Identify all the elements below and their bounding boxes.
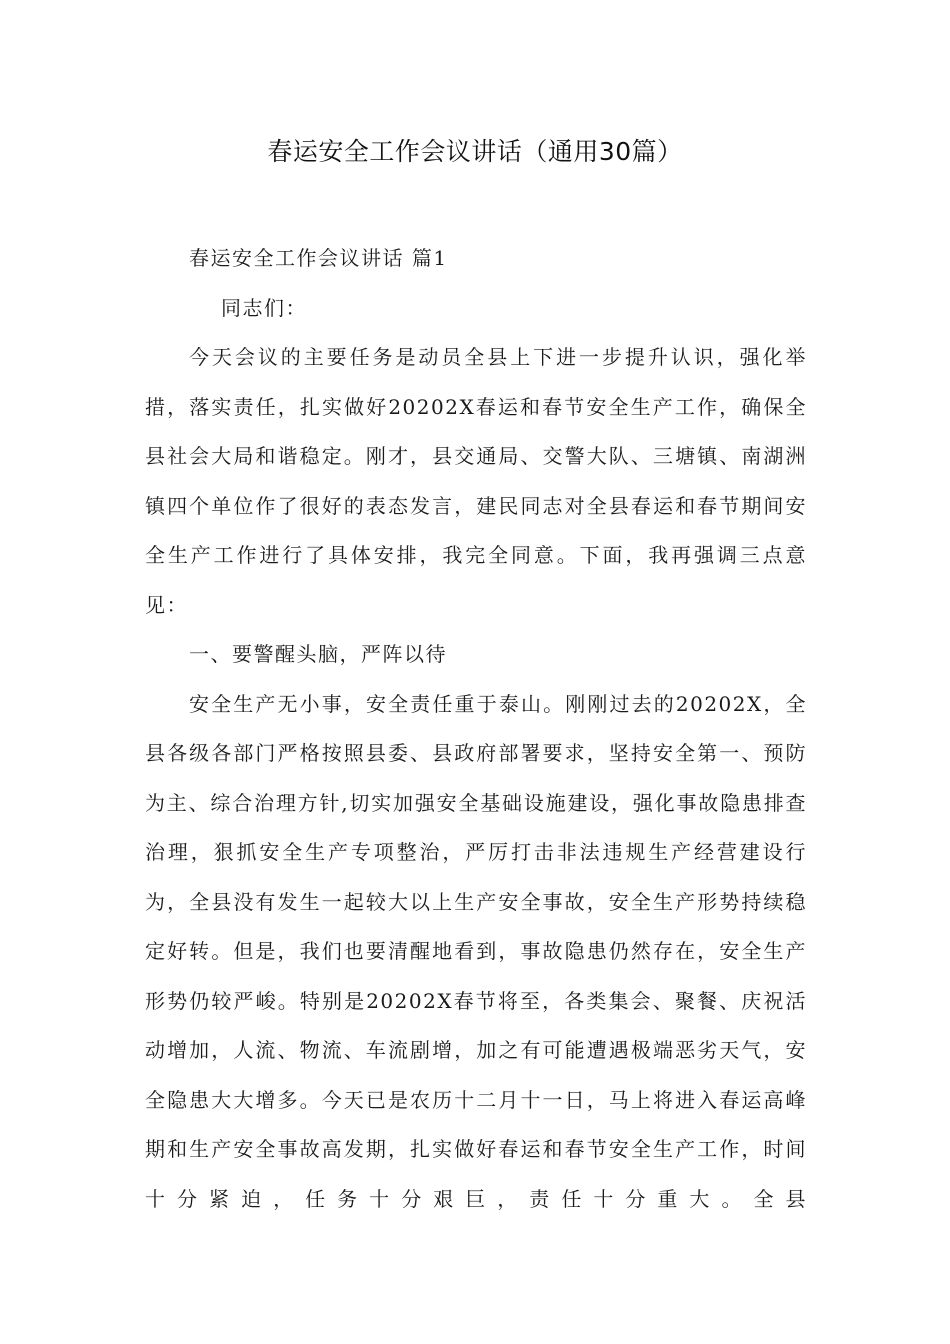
section-heading: 春运安全工作会议讲话 篇1 [189,246,448,270]
document-body [145,234,807,1224]
paragraph-heading-1: 一、要警醒头脑，严阵以待 [189,642,447,666]
paragraph-safety: 安全生产无小事，安全责任重于泰山。刚刚过去的20202X，全县各级各部门严格按照县委、县政府部署要求，坚持安全第一、预防为主、综合治理方针,切实加强安全基础设施建设，强化事故隐患排查治理，狠抓安全生产专项整治，严厉打击非法违规生产经营建设行为，全县没有发生一起较大以上生产安全事故，安全生产形势持续稳定好转。但是，我们也要清醒地看到，事故隐患仍然存在，安全生产形势仍较严峻。特别是20202X春节将至，各类集会、聚餐、庆祝活动增加，人流、物流、车流剧增，加之有可能遭遇极端恶劣天气，安全隐患大大增多。今天已是农历十二月十一日，马上将进入春运高峰期和生产安全事故高发期，扎实做好春运和春节安全生产工作，时间十分紧迫，任务十分艰巨，责任十分重大。全县 [145,691,807,1211]
salutation: 同志们： [221,295,307,320]
paragraph-intro: 今天会议的主要任务是动员全县上下进一步提升认识，强化举措，落实责任，扎实做好20202X春运和春节安全生产工作，确保全县社会大局和谐稳定。刚才，县交通局、交警大队、三塘镇、南湖洲镇四个单位作了很好的表态发言，建民同志对全县春运和春节期间安全生产工作进行了具体安排，我完全同意。下面，我再强调三点意见： [145,345,807,617]
document-title: 春运安全工作会议讲话（通用30篇） [267,137,683,166]
